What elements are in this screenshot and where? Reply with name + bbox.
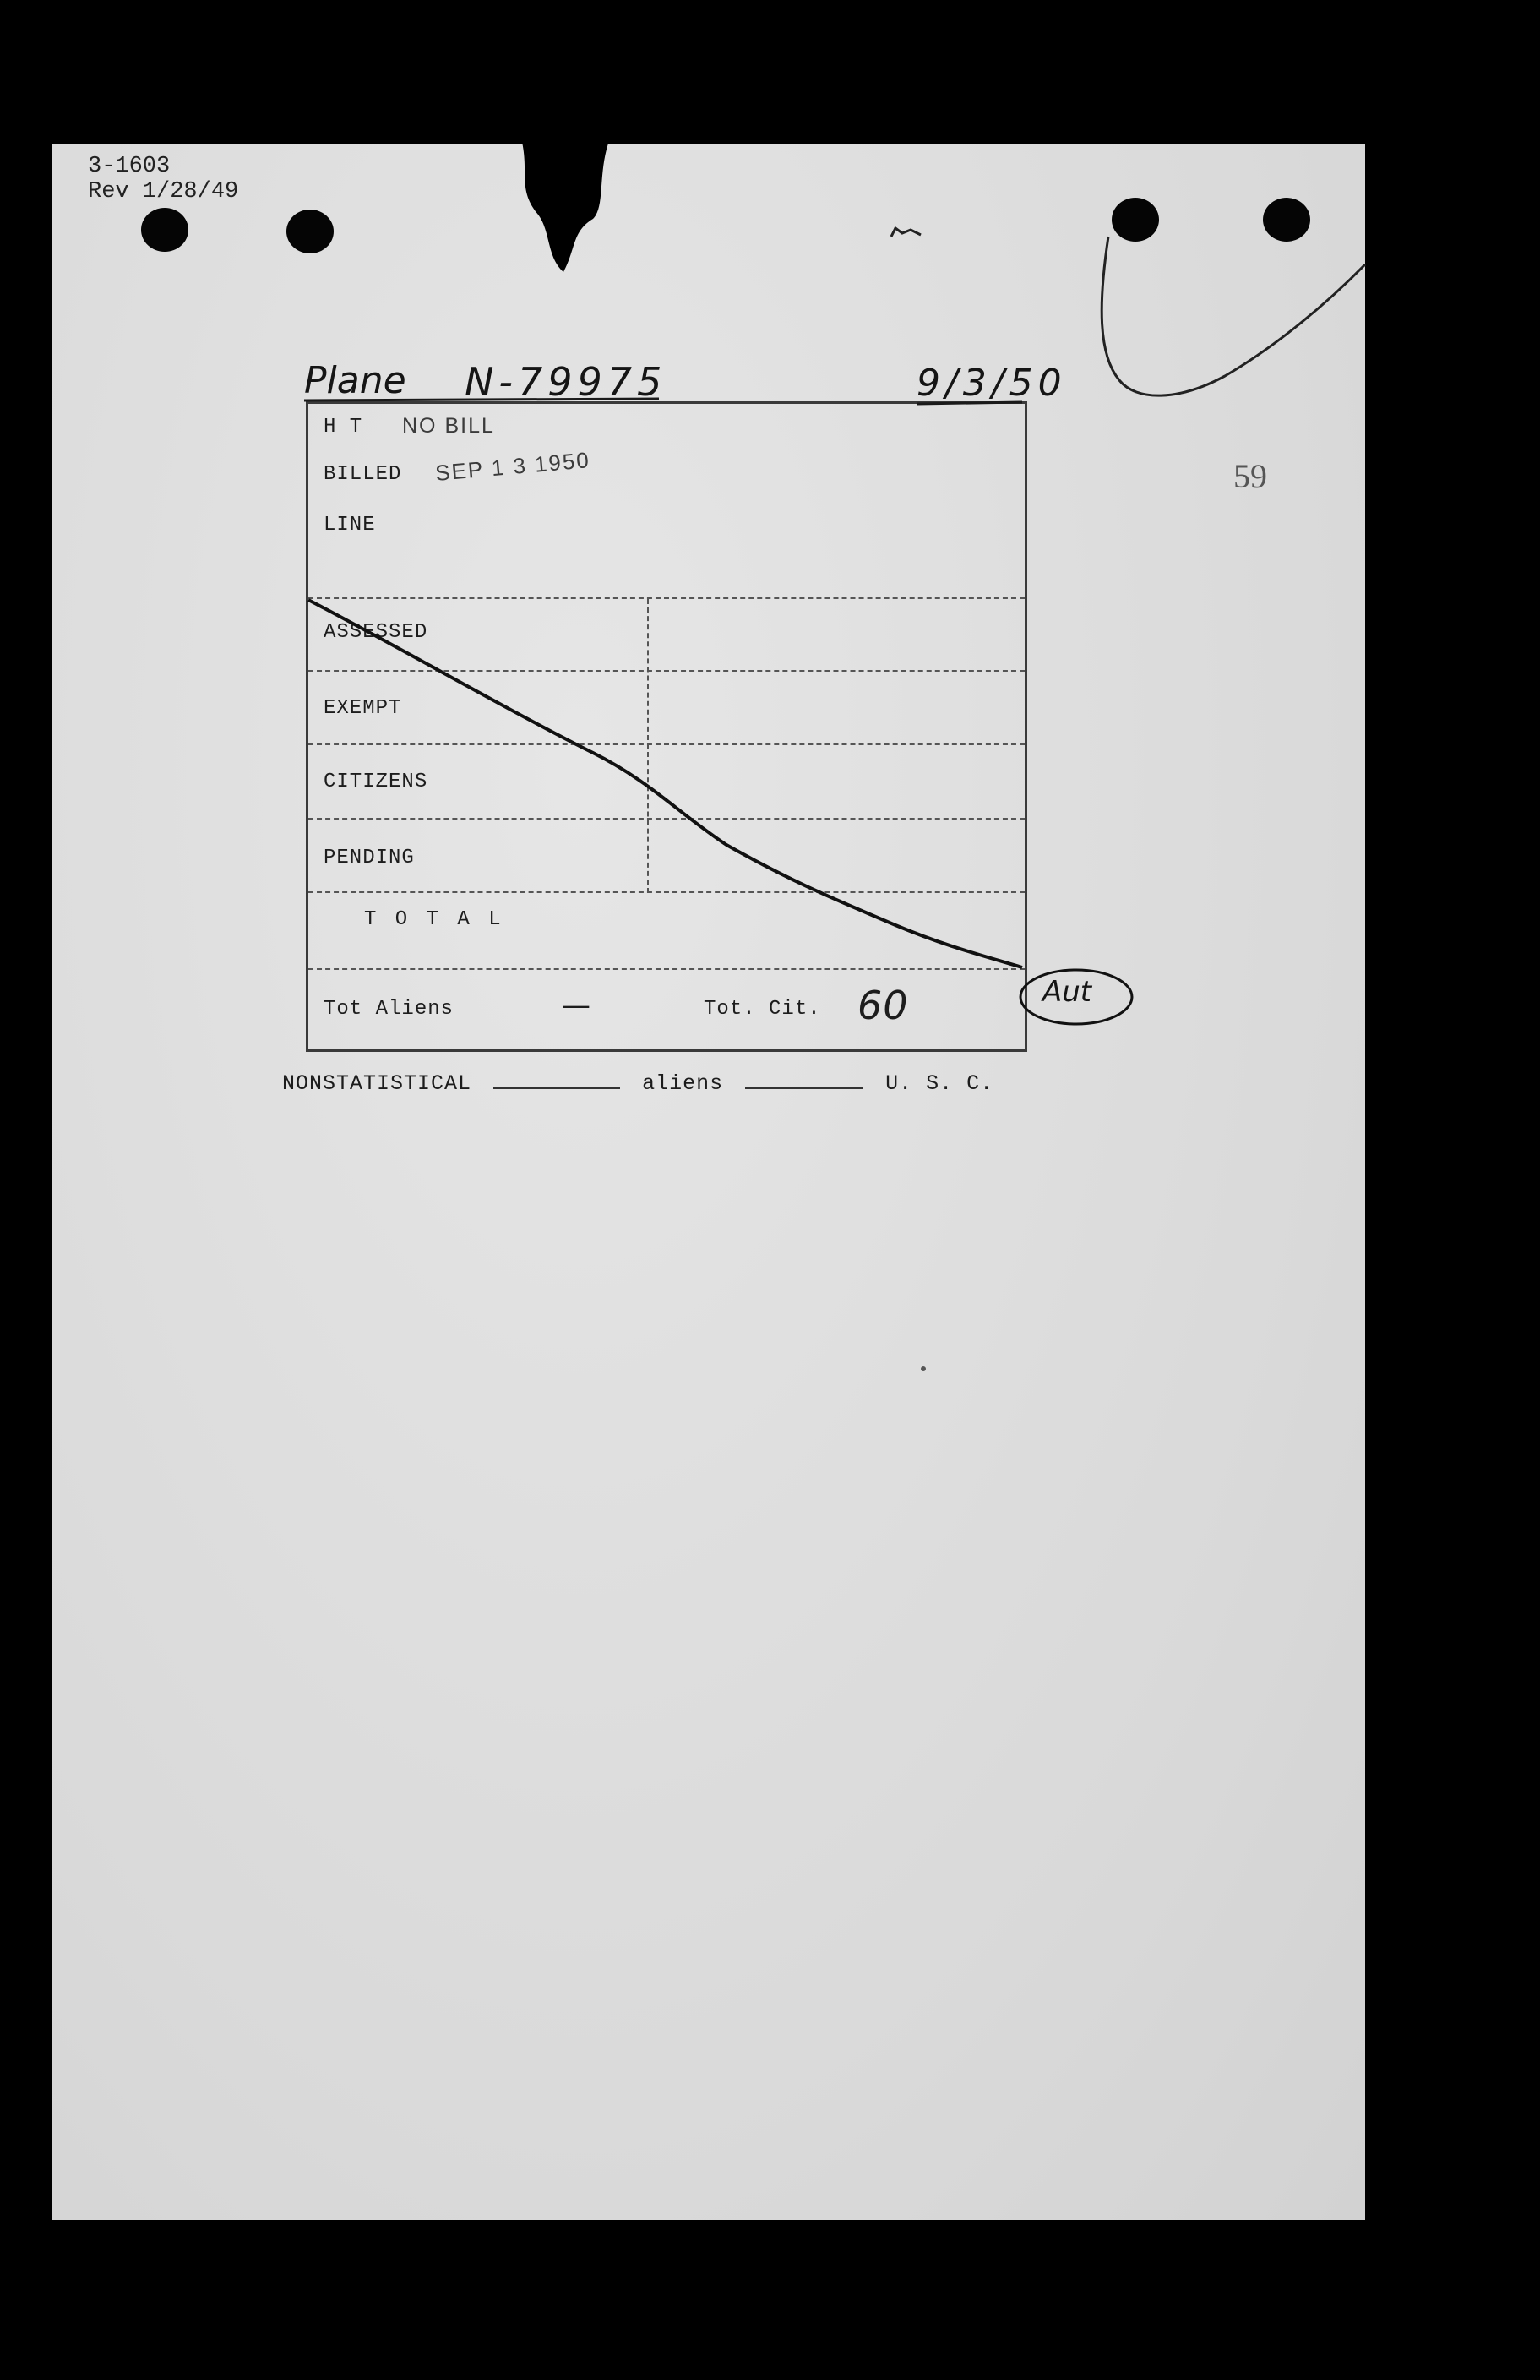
torn-edge (513, 144, 614, 274)
punch-hole-left-2 (286, 210, 334, 253)
exempt-label: EXEMPT (324, 697, 402, 720)
citizens-label: CITIZENS (324, 771, 428, 793)
page-number: 59 (1233, 457, 1267, 495)
punch-hole-right-1 (1112, 198, 1159, 242)
divider-line (308, 670, 1025, 672)
nonstatistical-line (282, 1071, 993, 1096)
tot-aliens-label: Tot Aliens (324, 998, 454, 1021)
plane-label: Plane (304, 359, 406, 402)
tally-table (306, 401, 1027, 1052)
pending-label: PENDING (324, 847, 415, 869)
handwritten-date: 9/3/50 (917, 362, 1067, 405)
divider-line (308, 743, 1025, 745)
divider-line (308, 597, 1025, 599)
divider-line (308, 891, 1025, 893)
ht-label: H T (324, 416, 363, 438)
total-label: T O T A L (364, 908, 504, 931)
billed-date-stamp: SEP 1 3 1950 (433, 447, 591, 486)
punch-hole-left-1 (141, 208, 188, 252)
blank-line (493, 1087, 620, 1089)
tot-aliens-value: — (562, 988, 591, 1022)
divider-line (308, 968, 1025, 970)
usc-label: U. S. C. (885, 1071, 994, 1096)
form-revision: Rev 1/28/49 (88, 179, 239, 204)
tot-cit-label: Tot. Cit. (704, 998, 821, 1021)
divider-line (308, 818, 1025, 820)
circled-note-text: Aut (1042, 975, 1092, 1009)
punch-hole-right-2 (1263, 198, 1310, 242)
nonstatistical-label: NONSTATISTICAL (282, 1071, 472, 1096)
form-number-block (88, 154, 238, 204)
no-bill-stamp: NO BILL (402, 414, 495, 438)
column-divider (647, 599, 649, 893)
blank-line (745, 1087, 863, 1089)
billed-label: BILLED (324, 463, 402, 486)
aliens-label: aliens (642, 1071, 724, 1096)
plane-number: N-79975 (465, 359, 667, 405)
tot-cit-value: 60 (857, 983, 909, 1028)
assessed-label: ASSESSED (324, 621, 428, 644)
line-label: LINE (324, 514, 376, 536)
form-number: 3-1603 (88, 154, 171, 179)
